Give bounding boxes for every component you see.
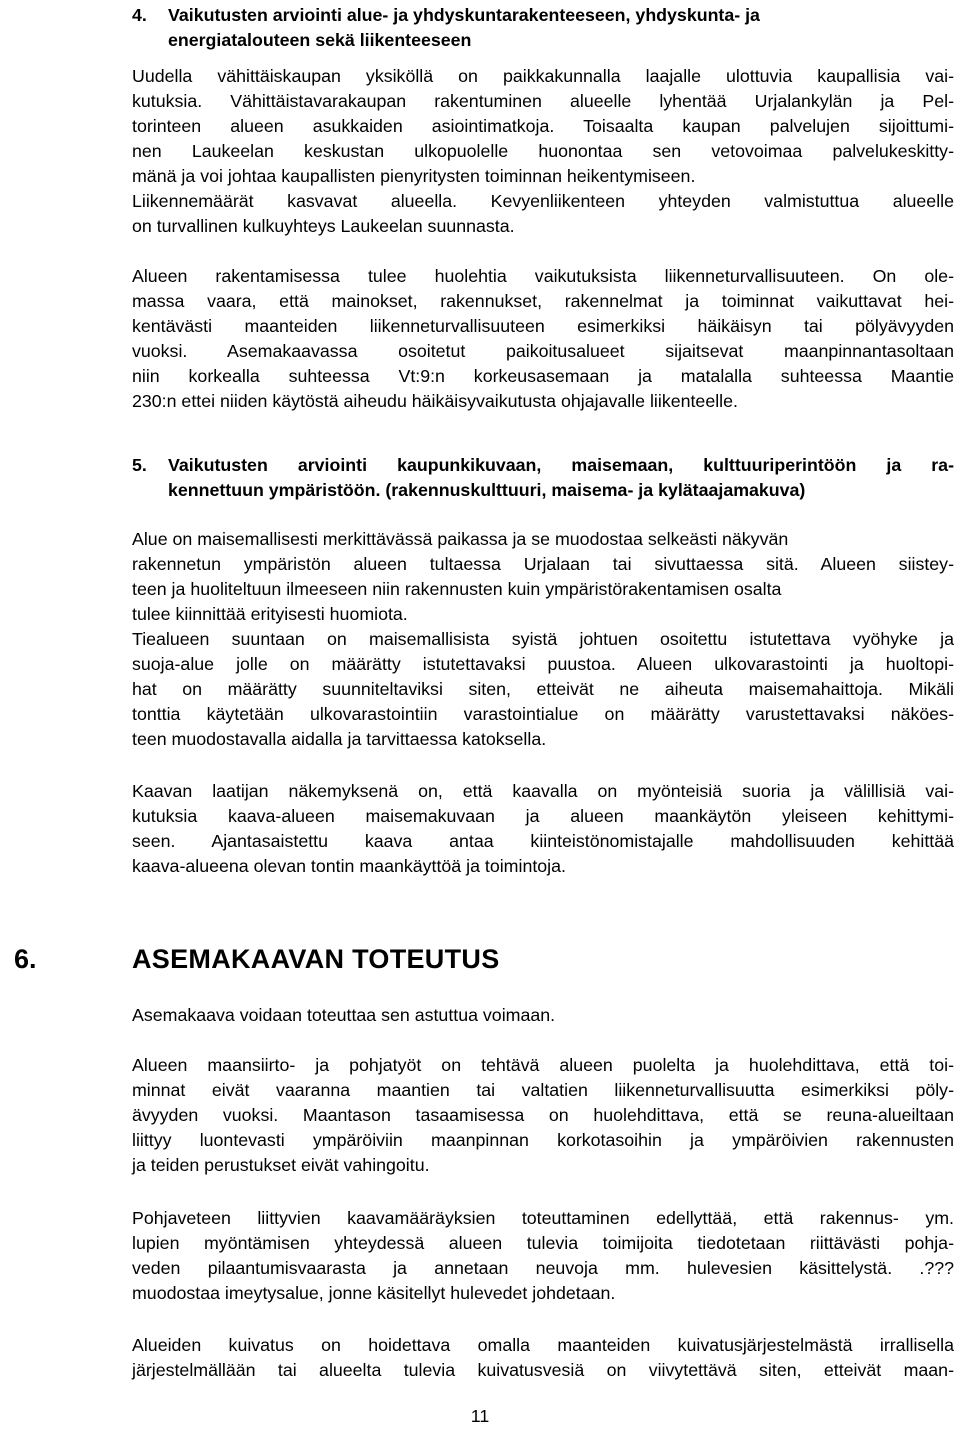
paragraph-line: Alueiden kuivatus on hoidettava omalla maanteiden kuivatusjärjestelmästä irrallisella xyxy=(132,1335,954,1355)
paragraph-line: tonttia käytetään ulkovarastointiin varastointialue on määrätty varustettavaksi näköes- xyxy=(132,704,954,724)
section-5-number: 5. xyxy=(132,455,147,475)
paragraph-line: liittyy luontevasti ympäröiviin maanpinnan korkotasoihin ja ympäröivien rakennusten xyxy=(132,1130,954,1150)
paragraph-line: Asemakaava voidaan toteuttaa sen astuttua voimaan. xyxy=(132,1005,556,1025)
paragraph-line: veden pilaantumisvaarasta ja annetaan neuvoja mm. hulevesien käsittelystä. .??? xyxy=(132,1258,954,1278)
paragraph-line: kaava-alueena olevan tontin maankäyttöä ja toimintoja. xyxy=(132,856,566,876)
paragraph-line: Tiealueen suuntaan on maisemallisista syistä johtuen osoitettu istutettava vyöhyke ja xyxy=(132,629,954,649)
paragraph-line: hat on määrätty suunniteltaviksi siten, etteivät ne aiheuta maisemahaittoja. Mikäli xyxy=(132,679,954,699)
paragraph-line: muodostaa imeytysalue, jonne käsitellyt hulevedet johdetaan. xyxy=(132,1283,616,1303)
paragraph-line: niin korkealla suhteessa Vt:9:n korkeusasemaan ja matalalla suhteessa Maantie xyxy=(132,366,954,386)
section-6-title: ASEMAKAAVAN TOTEUTUS xyxy=(132,944,500,974)
paragraph-line: Liikennemäärät kasvavat alueella. Kevyenliikenteen yhteyden valmistuttua alueelle xyxy=(132,191,954,211)
section-6-number: 6. xyxy=(14,944,37,974)
paragraph-line: Uudella vähittäiskaupan yksiköllä on paikkakunnalla laajalle ulottuvia kaupallisia vai- xyxy=(132,66,954,86)
section-5-title-line-1: Vaikutusten arviointi kaupunkikuvaan, maisemaan, kulttuuriperintöön ja ra- xyxy=(168,455,954,475)
section-4-number: 4. xyxy=(132,5,147,25)
paragraph-line: kentävästi maanteiden liikenneturvallisuuteen esimerkiksi häikäisyn tai pölyävyyden xyxy=(132,316,954,336)
paragraph-line: rakennetun ympäristön alueen tultaessa Urjalaan tai sivuttaessa sitä. Alueen siistey- xyxy=(132,554,954,574)
paragraph-line: seen. Ajantasaistettu kaava antaa kiinteistönomistajalle mahdollisuuden kehittää xyxy=(132,831,954,851)
paragraph-line: Alueen maansiirto- ja pohjatyöt on tehtävä alueen puolelta ja huolehdittava, että toi- xyxy=(132,1055,954,1075)
paragraph-line: nen Laukeelan keskustan ulkopuolelle huonontaa sen vetovoimaa palvelukeskitty- xyxy=(132,141,954,161)
paragraph-line: torinteen alueen asukkaiden asiointimatkoja. Toisaalta kaupan palvelujen sijoittumi- xyxy=(132,116,954,136)
paragraph-line: mänä ja voi johtaa kaupallisten pienyritysten toiminnan heikentymiseen. xyxy=(132,166,696,186)
section-5-title-line-2: kennettuun ympäristöön. (rakennuskulttuuri, maisema- ja kylätaajamakuva) xyxy=(168,480,806,500)
paragraph-line: massa vaara, että mainokset, rakennukset, rakennelmat ja toiminnat vaikuttavat hei- xyxy=(132,291,954,311)
paragraph-line: minnat eivät vaaranna maantien tai valtatien liikenneturvallisuutta esimerkiksi pöly- xyxy=(132,1080,954,1100)
paragraph-line: ävyyden vuoksi. Maantason tasaamisessa on huolehdittava, että se reuna-alueiltaan xyxy=(132,1105,954,1125)
paragraph-line: järjestelmällään tai alueelta tulevia kuivatusvesiä on viivytettävä siten, etteivät maan- xyxy=(132,1360,954,1380)
paragraph-line: on turvallinen kulkuyhteys Laukeelan suunnasta. xyxy=(132,216,515,236)
paragraph-line: teen muodostavalla aidalla ja tarvittaessa katoksella. xyxy=(132,729,547,749)
paragraph-line: Alue on maisemallisesti merkittävässä paikassa ja se muodostaa selkeästi näkyvän xyxy=(132,529,789,549)
paragraph-line: teen ja huoliteltuun ilmeeseen niin rakennusten kuin ympäristörakentamisen osalta xyxy=(132,579,782,599)
paragraph-line: ja teiden perustukset eivät vahingoitu. xyxy=(132,1155,430,1175)
paragraph-line: kutuksia kaava-alueen maisemakuvaan ja alueen maankäytön yleiseen kehittymi- xyxy=(132,806,954,826)
paragraph-line: 230:n ettei niiden käytöstä aiheudu häikäisyvaikutusta ohjajavalle liikenteelle. xyxy=(132,391,738,411)
paragraph-line: kutuksia. Vähittäistavarakaupan rakentuminen alueelle lyhentää Urjalankylän ja Pel- xyxy=(132,91,954,111)
section-4-title-line-1: Vaikutusten arviointi alue- ja yhdyskuntarakenteeseen, yhdyskunta- ja xyxy=(168,5,760,25)
paragraph-line: vuoksi. Asemakaavassa osoitetut paikoitusalueet sijaitsevat maanpinnantasoltaan xyxy=(132,341,954,361)
paragraph-line: lupien myöntämisen yhteydessä alueen tulevia toimijoita tiedotetaan riittävästi pohja- xyxy=(132,1233,954,1253)
section-4-title-line-2: energiatalouteen sekä liikenteeseen xyxy=(168,30,472,50)
paragraph-line: suoja-alue jolle on määrätty istutettavaksi puustoa. Alueen ulkovarastointi ja huoltopi- xyxy=(132,654,954,674)
page-number: 11 xyxy=(470,1406,490,1426)
paragraph-line: Pohjaveteen liittyvien kaavamääräyksien toteuttaminen edellyttää, että rakennus- ym. xyxy=(132,1208,954,1228)
paragraph-line: Kaavan laatijan näkemyksenä on, että kaavalla on myönteisiä suoria ja välillisiä vai- xyxy=(132,781,954,801)
paragraph-line: tulee kiinnittää erityisesti huomiota. xyxy=(132,604,408,624)
paragraph-line: Alueen rakentamisessa tulee huolehtia vaikutuksista liikenneturvallisuuteen. On ole- xyxy=(132,266,954,286)
